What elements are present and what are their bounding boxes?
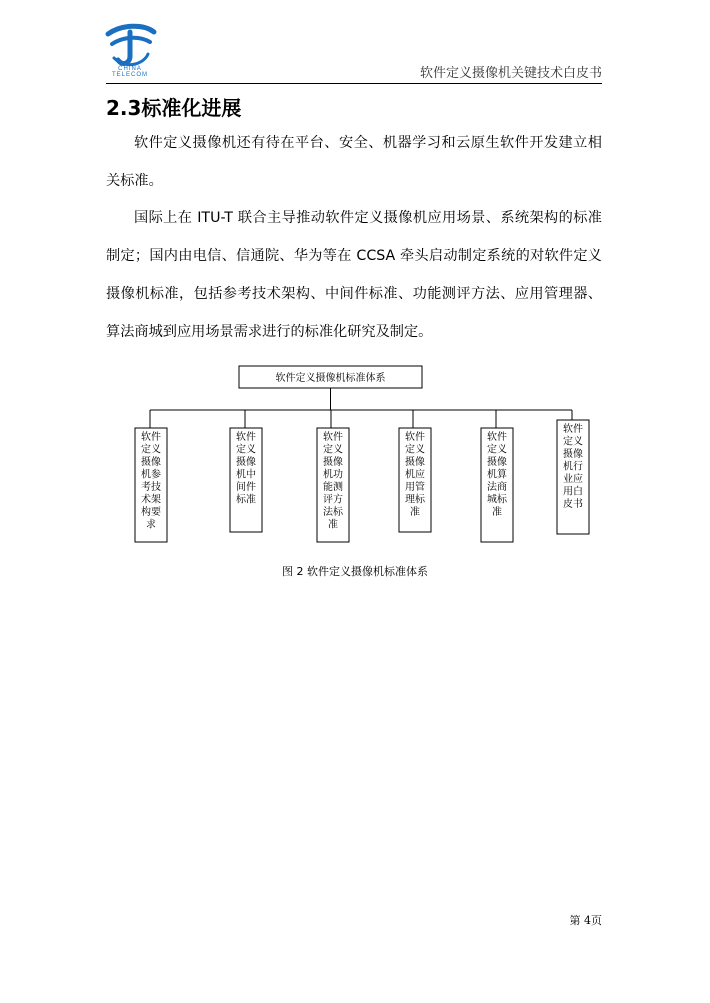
- child-node-label-line: 法标: [323, 507, 343, 518]
- child-node-label-line: 机行: [563, 461, 583, 473]
- child-node-label-line: 考技: [141, 482, 161, 493]
- child-node-label-line: 机参: [141, 469, 161, 481]
- child-node-label-line: 城标: [487, 494, 507, 506]
- child-node-label-line: 机中: [236, 469, 256, 481]
- paragraph-1: 软件定义摄像机还有待在平台、安全、机器学习和云原生软件开发建立相关标准。: [106, 135, 602, 189]
- section-heading: 2.3标准化进展: [106, 96, 242, 120]
- child-node-label-line: 摄像: [487, 457, 507, 468]
- child-node-label-line: 定义: [323, 444, 343, 456]
- child-node-label-line: 摄像: [236, 457, 256, 468]
- child-node-label-line: 摄像: [323, 457, 343, 468]
- child-node-label-line: 定义: [141, 444, 161, 456]
- child-node-label-line: 准: [410, 507, 420, 518]
- child-node-label-line: 构要: [141, 507, 161, 518]
- child-node-label-line: 准: [328, 519, 338, 531]
- child-node-label-line: 软件: [405, 432, 425, 443]
- child-node-label-line: 摄像: [141, 457, 161, 468]
- child-node-label-line: 评方: [323, 494, 343, 506]
- logo-text: CHINA TELECOM: [111, 66, 148, 78]
- child-node-label-line: 用白: [563, 486, 583, 498]
- child-node-label-line: 软件: [323, 432, 343, 443]
- child-node-label-line: 定义: [487, 444, 507, 456]
- child-node-label-line: 法商: [487, 482, 507, 493]
- child-node-label-line: 求: [146, 519, 156, 531]
- child-node-label-line: 用管: [405, 482, 425, 493]
- child-node-label-line: 摄像: [563, 449, 583, 460]
- child-node-label-line: 业应: [563, 474, 583, 485]
- child-node-label-line: 软件: [236, 432, 256, 443]
- figure-caption: 图 2 软件定义摄像机标准体系: [282, 565, 428, 578]
- child-node-label-line: 能测: [323, 482, 343, 493]
- child-node-label-line: 机算: [487, 469, 507, 481]
- child-node-label-line: 定义: [563, 436, 583, 448]
- child-node-label-line: 皮书: [563, 499, 583, 510]
- child-node-label-line: 定义: [405, 444, 425, 456]
- child-node-label-line: 机功: [323, 469, 343, 481]
- child-node-label-line: 定义: [236, 444, 256, 456]
- child-node-label-line: 机应: [405, 469, 425, 481]
- child-node-label-line: 软件: [141, 432, 161, 443]
- child-node-label-line: 理标: [405, 494, 425, 506]
- child-node-label-line: 软件: [563, 424, 583, 435]
- root-node-label: 软件定义摄像机标准体系: [275, 373, 386, 384]
- child-node-label-line: 术架: [141, 494, 161, 506]
- child-node-label-line: 软件: [487, 432, 507, 443]
- paragraph-2: 国际上在 ITU-T 联合主导推动软件定义摄像机应用场景、系统架构的标准制定；国内由电信、信通院、华为等在 CCSA 牵头启动制定系统的对软件定义摄像机标准，包括参考技术架构、中间件标准、功能测评方法、应用管理器、算法商城到应用场景需求进行的标准化研究及制定。: [106, 210, 602, 340]
- child-node-label-line: 摄像: [405, 457, 425, 468]
- page-number: 第 4页: [569, 914, 602, 927]
- child-node-label-line: 标准: [236, 494, 256, 506]
- document-title: 软件定义摄像机关键技术白皮书: [419, 66, 602, 81]
- child-node-label-line: 准: [492, 507, 502, 518]
- child-node-label-line: 间件: [236, 482, 256, 493]
